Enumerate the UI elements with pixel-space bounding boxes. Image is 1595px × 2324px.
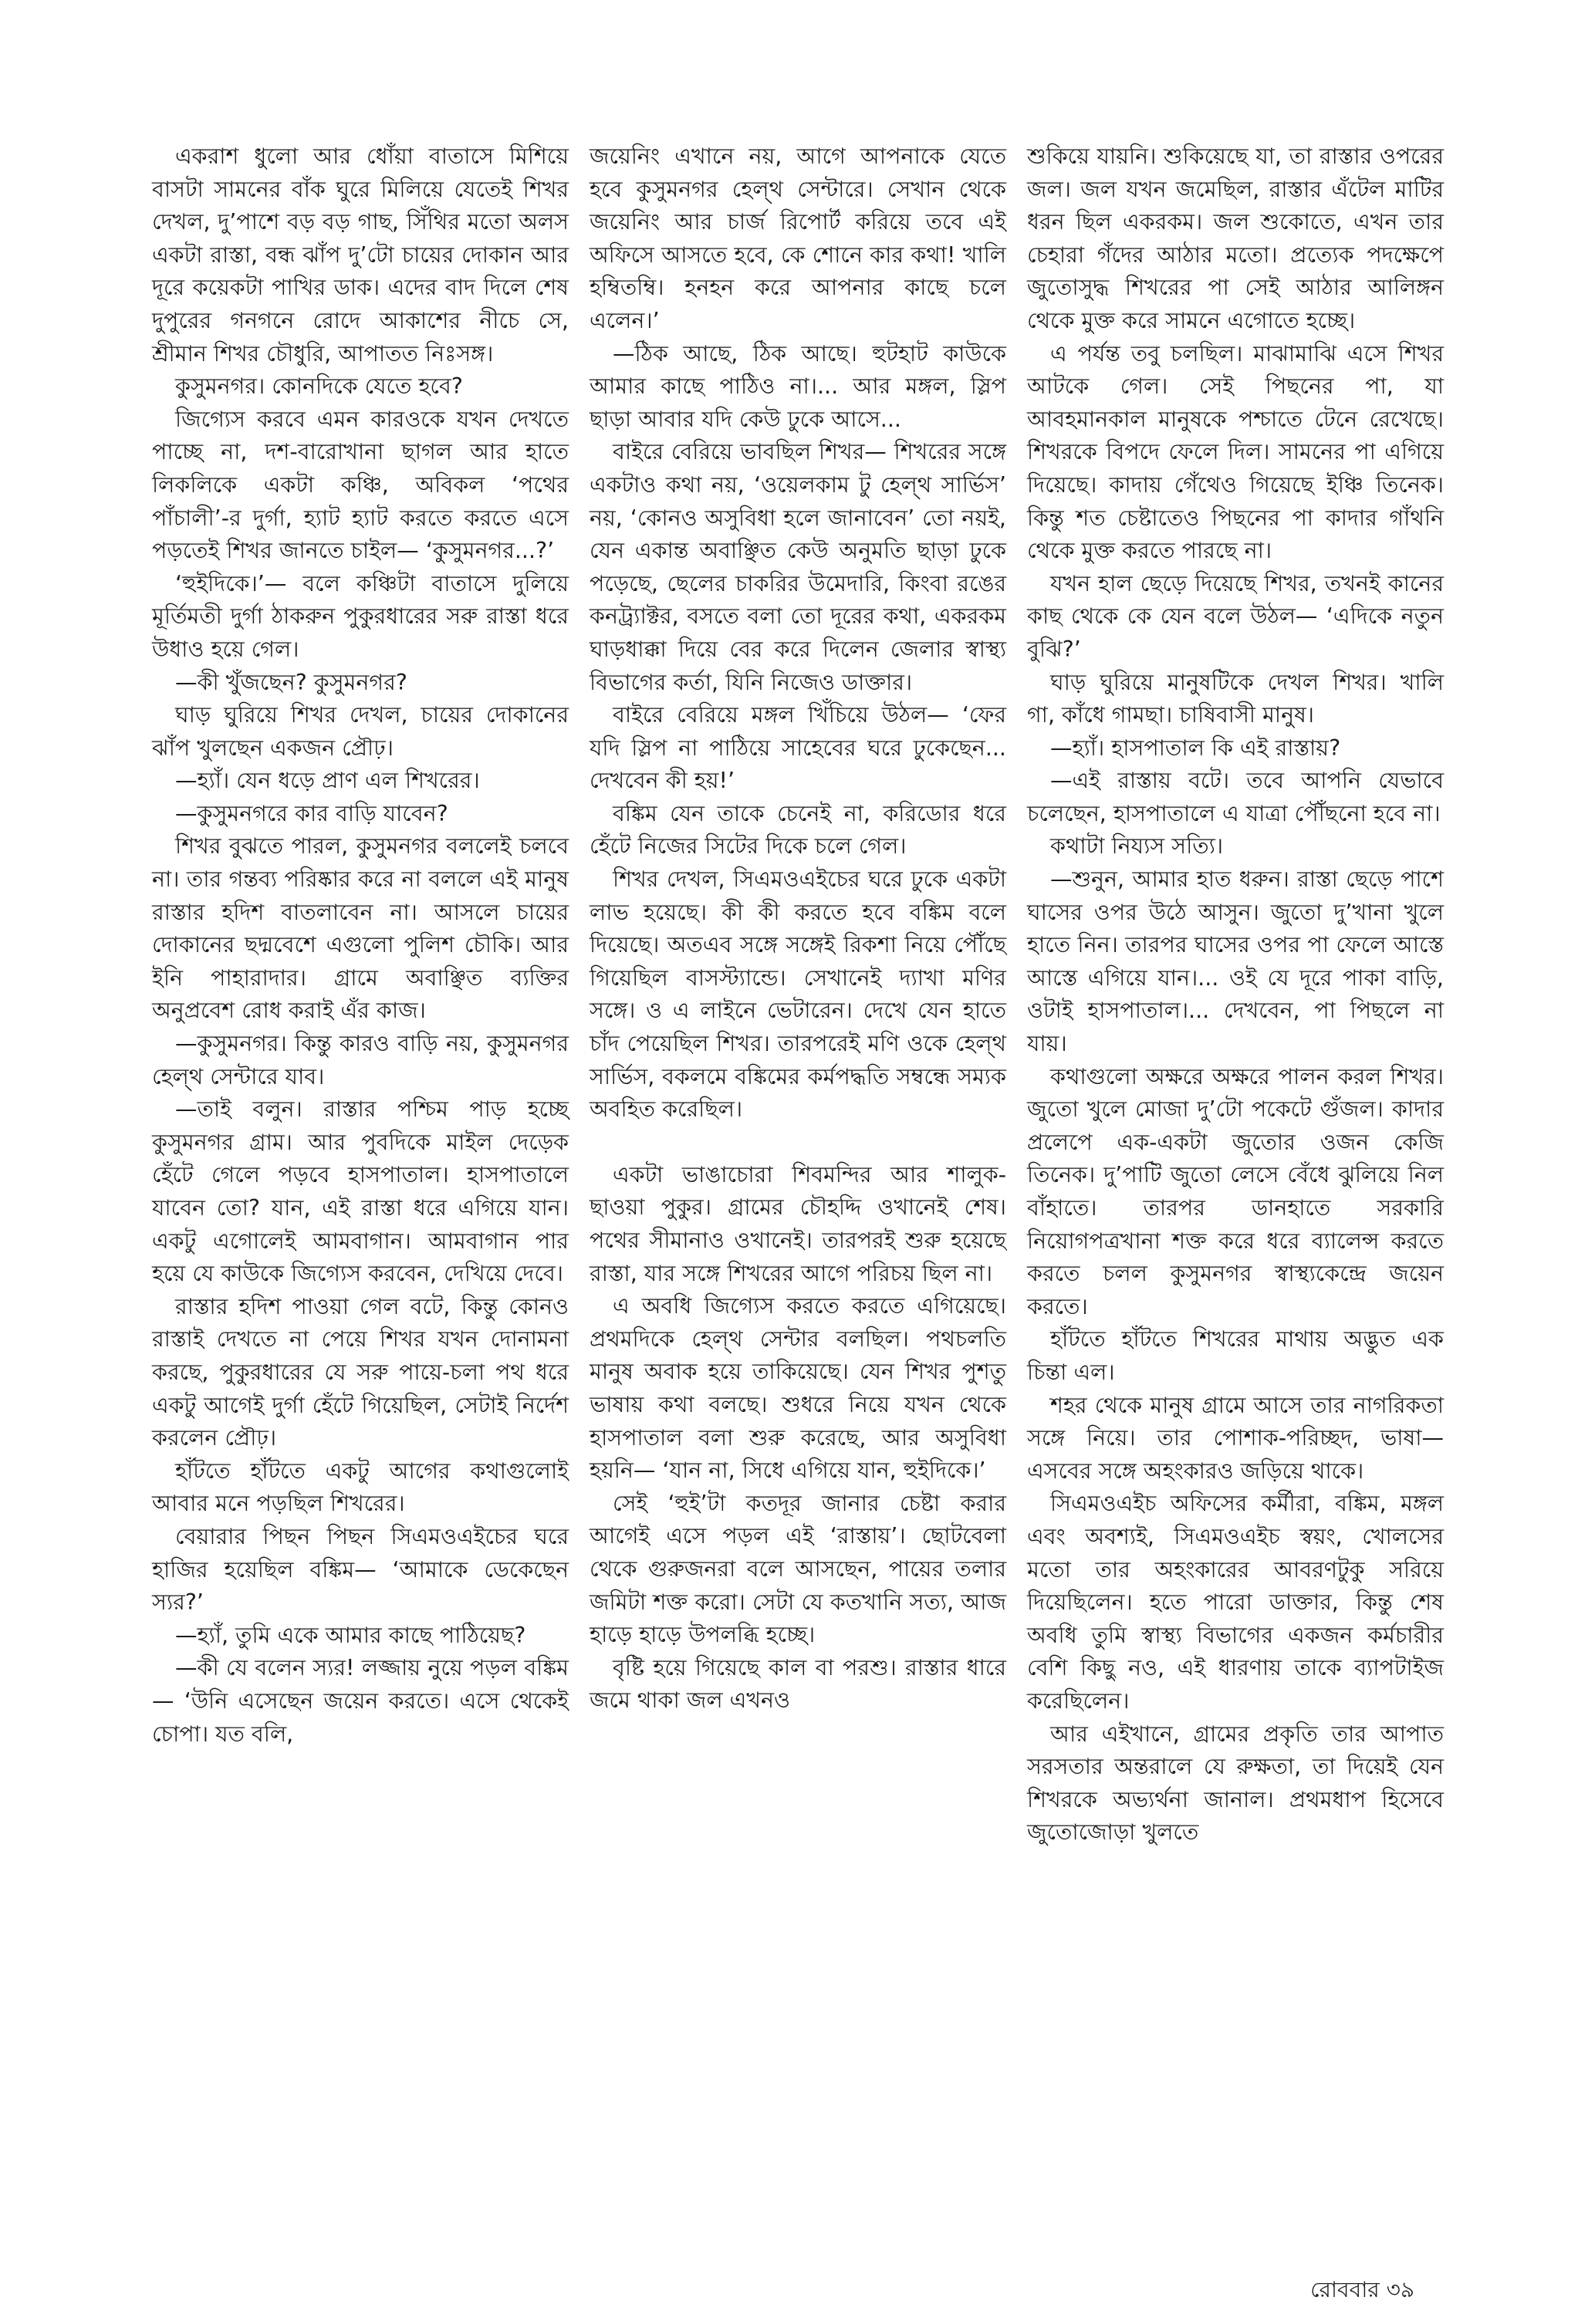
paragraph: বেয়ারার পিছন পিছন সিএমওএইচের ঘরে হাজির হয়েছিল বঙ্কিম— ‘আমাকে ডেকেছেন স্যর?’ <box>152 1523 569 1616</box>
paragraph: —শুনুন, আমার হাত ধরুন। রাস্তা ছেড়ে পাশে ঘাসের ওপর উঠে আসুন। জুতো দু’খানা খুলে হাতে নিন। তারপর ঘাসের ওপর পা ফেলে আস্তে আস্তে এগিয়ে যান।... ওই যে দূরে পাকা বাড়ি, ওটাই হাসপাতাল।... দেখবেন, পা পিছলে না যায়। <box>1027 866 1444 1057</box>
paragraph: কথাটা নিয্যস সত্যি। <box>1050 833 1224 860</box>
paragraph: বাইরে বেরিয়ে মঙ্গল খিঁচিয়ে উঠল— ‘ফের যদি স্লিপ না পাঠিয়ে সাহেবের ঘরে ঢুকেছেন... দেখবেন কী হয়!’ <box>590 702 1006 794</box>
paragraph: ঘাড় ঘুরিয়ে মানুষটিকে দেখল শিখর। খালি গা, কাঁধে গামছা। চাষিবাসী মানুষ। <box>1027 669 1444 728</box>
paragraph: —তাই বলুন। রাস্তার পশ্চিম পাড় হচ্ছে কুসুমনগর গ্রাম। আর পুবদিকে মাইল দেড়েক হেঁটে গেলে পড়বে হাসপাতাল। হাসপাতালে যাবেন তো? যান, এই রাস্তা ধরে এগিয়ে যান। একটু এগোলেই আমবাগান। আমবাগান পার হয়ে যে কাউকে জিগ্যেস করবেন, দেখিয়ে দেবে। <box>152 1096 569 1287</box>
paragraph: —এই রাস্তায় বটে। তবে আপনি যেভাবে চলেছেন, হাসপাতালে এ যাত্রা পৌঁছনো হবে না। <box>1027 768 1444 826</box>
paragraph: জিগ্যেস করবে এমন কারওকে যখন দেখতে পাচ্ছে না, দশ-বারোখানা ছাগল আর হাতে লিকলিকে একটা কঞ্চি, অবিকল ‘পথের পাঁচালী’-র দুর্গা, হ্যাট হ্যাট করতে করতে এসে পড়তেই শিখর জানতে চাইল— ‘কুসুমনগর...?’ <box>152 406 569 564</box>
paragraph: ঘাড় ঘুরিয়ে শিখর দেখল, চায়ের দোকানের ঝাঁপ খুলছেন একজন প্রৌঢ়। <box>152 702 569 761</box>
paragraph: —কুসুমনগর। কিন্তু কারও বাড়ি নয়, কুসুমনগর হেল্‌থ সেন্টারে যাব। <box>152 1031 569 1089</box>
paragraph: শিখর বুঝতে পারল, কুসুমনগর বললেই চলবে না। তার গন্তব্য পরিষ্কার করে না বললে এই মানুষ রাস্তার হদিশ বাতলাবেন না। আসলে চায়ের দোকানের ছদ্মবেশে এগুলো পুলিশ চৌকি। আর ইনি পাহারাদার। গ্রামে অবাঞ্ছিত ব্যক্তির অনুপ্রবেশ রোধ করাই এঁর কাজ। <box>152 833 569 1024</box>
paragraph: কুসুমনগর। কোনদিকে যেতে হবে? <box>175 373 463 400</box>
paragraph: শিখর দেখল, সিএমওএইচের ঘরে ঢুকে একটা লাভ হয়েছে। কী কী করতে হবে বঙ্কিম বলে দিয়েছে। অতএব সঙ্গে সঙ্গেই রিকশা নিয়ে পৌঁছে গিয়েছিল বাসস্ট্যান্ডে। সেখানেই দ্যাখা মণির সঙ্গে। ও এ লাইনে ভেটারেন। দেখে যেন হাতে চাঁদ পেয়েছিল শিখর। তারপরেই মণি ওকে হেল্‌থ সার্ভিস, বকলমে বঙ্কিমের কর্মপদ্ধতি সম্বন্ধে সম্যক অবহিত করেছিল। <box>590 866 1006 1123</box>
paragraph: ‘হুইদিকে।’— বলে কঞ্চিটা বাতাসে দুলিয়ে মূর্তিমতী দুর্গা ঠাকরুন পুকুরধারের সরু রাস্তা ধরে উধাও হয়ে গেল। <box>152 570 569 662</box>
article-column-3 <box>1027 140 1444 1849</box>
page-footer-label: রোববার ৩৯ <box>1310 2277 1414 2302</box>
paragraph: বঙ্কিম যেন তাকে চেনেই না, করিডোর ধরে হেঁটে নিজের সিটের দিকে চলে গেল। <box>590 800 1006 860</box>
paragraph: হাঁটতে হাঁটতে একটু আগের কথাগুলোই আবার মনে পড়ছিল শিখরের। <box>152 1458 569 1517</box>
paragraph: হাঁটতে হাঁটতে শিখরের মাথায় অদ্ভুত এক চিন্তা এল। <box>1027 1326 1444 1385</box>
paragraph: —কী যে বলেন স্যর! লজ্জায় নুয়ে পড়ল বঙ্কিম— ‘উনি এসেছেন জয়েন করতে। এসে থেকেই চোপা। যত বলি, <box>152 1655 569 1747</box>
article-column-2 <box>590 140 1006 1718</box>
paragraph: —হ্যাঁ। হাসপাতাল কি এই রাস্তায়? <box>1050 735 1341 761</box>
paragraph: জয়েনিং এখানে নয়, আগে আপনাকে যেতে হবে কুসুমনগর হেল্‌থ সেন্টারে। সেখান থেকে জয়েনিং আর চার্জ রিপোর্ট করিয়ে তবে এই অফিসে আসতে হবে, কে শোনে কার কথা! খালি হম্বিতম্বি। হনহন করে আপনার কাছে চলে এলেন।’ <box>590 144 1006 333</box>
paragraph: —কুসুমনগরে কার বাড়ি যাবেন? <box>175 800 448 826</box>
paragraph: এ অবধি জিগ্যেস করতে করতে এগিয়েছে। প্রথমদিকে হেল্‌থ সেন্টার বলছিল। পথচলতি মানুষ অবাক হয়ে তাকিয়েছে। যেন শিখর পুশতু ভাষায় কথা বলছে। শুধরে নিয়ে যখন থেকে হাসপাতাল বলা শুরু করেছে, আর অসুবিধা হয়নি— ‘যান না, সিধে এগিয়ে যান, হুইদিকে।’ <box>590 1293 1006 1484</box>
paragraph: সেই ‘হুই’টা কতদূর জানার চেষ্টা করার আগেই এসে পড়ল এই ‘রাস্তায়’। ছোটবেলা থেকে গুরুজনরা বলে আসছেন, পায়ের তলার জমিটা শক্ত করো। সেটা যে কতখানি সত্য, আজ হাড়ে হাড়ে উপলব্ধি হচ্ছে। <box>590 1490 1006 1648</box>
paragraph: —ঠিক আছে, ঠিক আছে। হুটহাট কাউকে আমার কাছে পাঠিও না।... আর মঙ্গল, স্লিপ ছাড়া আবার যদি কেউ ঢুকে আসে... <box>590 340 1006 432</box>
paragraph: যখন হাল ছেড়ে দিয়েছে শিখর, তখনই কানের কাছ থেকে কে যেন বলে উঠল— ‘এদিকে নতুন বুঝি?’ <box>1027 570 1444 662</box>
paragraph: কথাগুলো অক্ষরে অক্ষরে পালন করল শিখর। জুতো খুলে মোজা দু’টো পকেটে গুঁজল। কাদার প্রলেপে এক-একটা জুতোর ওজন কেজি তিনেক। দু’পাটি জুতো লেসে বেঁধে ঝুলিয়ে নিল বাঁহাতে। তারপর ডানহাতে সরকারি নিয়োগপত্রখানা শক্ত করে ধরে ব্যালেন্স করতে করতে চলল কুসুমনগর স্বাস্থ্যকেন্দ্রে জয়েন করতে। <box>1027 1063 1444 1319</box>
paragraph: আর এইখানে, গ্রামের প্রকৃতি তার আপাত সরসতার অন্তরালে যে রুক্ষতা, তা দিয়েই যেন শিখরকে অভ্যর্থনা জানাল। প্রথমধাপ হিসেবে জুতোজোড়া খুলতে <box>1027 1721 1444 1846</box>
paragraph: —হ্যাঁ। যেন ধড়ে প্রাণ এল শিখরের। <box>175 768 480 794</box>
paragraph: সিএমওএইচ অফিসের কর্মীরা, বঙ্কিম, মঙ্গল এবং অবশ্যই, সিএমওএইচ স্বয়ং, খোলসের মতো তার অহংকারের আবরণটুকু সরিয়ে দিয়েছিলেন। হতে পারো ডাক্তার, কিন্তু শেষ অবধি তুমি স্বাস্থ্য বিভাগের একজন কর্মচারীর বেশি কিছু নও, এই ধারণায় তাকে ব্যাপটাইজ করেছিলেন। <box>1027 1491 1444 1714</box>
paragraph: বাইরে বেরিয়ে ভাবছিল শিখর— শিখরের সঙ্গে একটাও কথা নয়, ‘ওয়েলকাম টু হেল্‌থ সার্ভিস’ নয়, ‘কোনও অসুবিধা হলে জানাবেন’ তো নয়ই, যেন একান্ত অবাঞ্ছিত কেউ অনুমতি ছাড়া ঢুকে পড়েছে, ছেলের চাকরির উমেদারি, কিংবা রঙের কনট্র্যাক্টর, বসতে বলা তো দূরের কথা, একরকম ঘাড়ধাক্কা দিয়ে বের করে দিলেন জেলার স্বাস্থ্য বিভাগের কর্তা, যিনি নিজেও ডাক্তার। <box>590 439 1006 695</box>
section-break-paragraph: একটা ভাঙাচোরা শিবমন্দির আর শালুক-ছাওয়া পুকুর। গ্রামের চৌহদ্দি ওখানেই শেষ। পথের সীমানাও ওখানেই। তারপরই শুরু হয়েছে রাস্তা, যার সঙ্গে শিখরের আগে পরিচয় ছিল না। <box>590 1161 1006 1286</box>
paragraph: একরাশ ধুলো আর ধোঁয়া বাতাসে মিশিয়ে বাসটা সামনের বাঁক ঘুরে মিলিয়ে যেতেই শিখর দেখল, দু’পাশে বড় বড় গাছ, সিঁথির মতো অলস একটা রাস্তা, বন্ধ ঝাঁপ দু’টো চায়ের দোকান আর দূরে কয়েকটা পাখির ডাক। এদের বাদ দিলে শেষ দুপুরের গনগনে রোদে আকাশের নীচে সে, শ্রীমান শিখর চৌধুরি, আপাতত নিঃসঙ্গ। <box>152 144 569 367</box>
paragraph: —হ্যাঁ, তুমি একে আমার কাছে পাঠিয়েছ? <box>175 1622 526 1648</box>
paragraph: শহর থেকে মানুষ গ্রামে আসে তার নাগরিকতা সঙ্গে নিয়ে। তার পোশাক-পরিচ্ছদ, ভাষা— এসবের সঙ্গে অহংকারও জড়িয়ে থাকে। <box>1027 1392 1444 1484</box>
paragraph: রাস্তার হদিশ পাওয়া গেল বটে, কিন্তু কোনও রাস্তাই দেখতে না পেয়ে শিখর যখন দোনামনা করছে, পুকুরধারের যে সরু পায়ে-চলা পথ ধরে একটু আগেই দুর্গা হেঁটে গিয়েছিল, সেটাই নির্দেশ করলেন প্রৌঢ়। <box>152 1293 569 1451</box>
paragraph: —কী খুঁজছেন? কুসুমনগর? <box>175 669 407 695</box>
paragraph: বৃষ্টি হয়ে গিয়েছে কাল বা পরশু। রাস্তার ধারে জমে থাকা জল এখনও <box>590 1654 1006 1714</box>
paragraph: এ পর্যন্ত তবু চলছিল। মাঝামাঝি এসে শিখর আটকে গেল। সেই পিছনের পা, যা আবহমানকাল মানুষকে পশ্চাতে টেনে রেখেছে। শিখরকে বিপদে ফেলে দিল। সামনের পা এগিয়ে দিয়েছে। কাদায় গেঁথেও গিয়েছে ইঞ্চি তিনেক। কিন্তু শত চেষ্টাতেও পিছনের পা কাদার গাঁথনি থেকে মুক্ত করতে পারছে না। <box>1027 340 1444 564</box>
article-column-1 <box>152 140 569 1751</box>
paragraph: শুকিয়ে যায়নি। শুকিয়েছে যা, তা রাস্তার ওপরের জল। জল যখন জমেছিল, রাস্তার এঁটেল মাটির ধরন ছিল একরকম। জল শুকোতে, এখন তার চেহারা গঁদের আঠার মতো। প্রত্যেক পদক্ষেপে জুতোসুদ্ধ শিখরের পা সেই আঠার আলিঙ্গন থেকে মুক্ত করে সামনে এগোতে হচ্ছে। <box>1027 144 1444 333</box>
